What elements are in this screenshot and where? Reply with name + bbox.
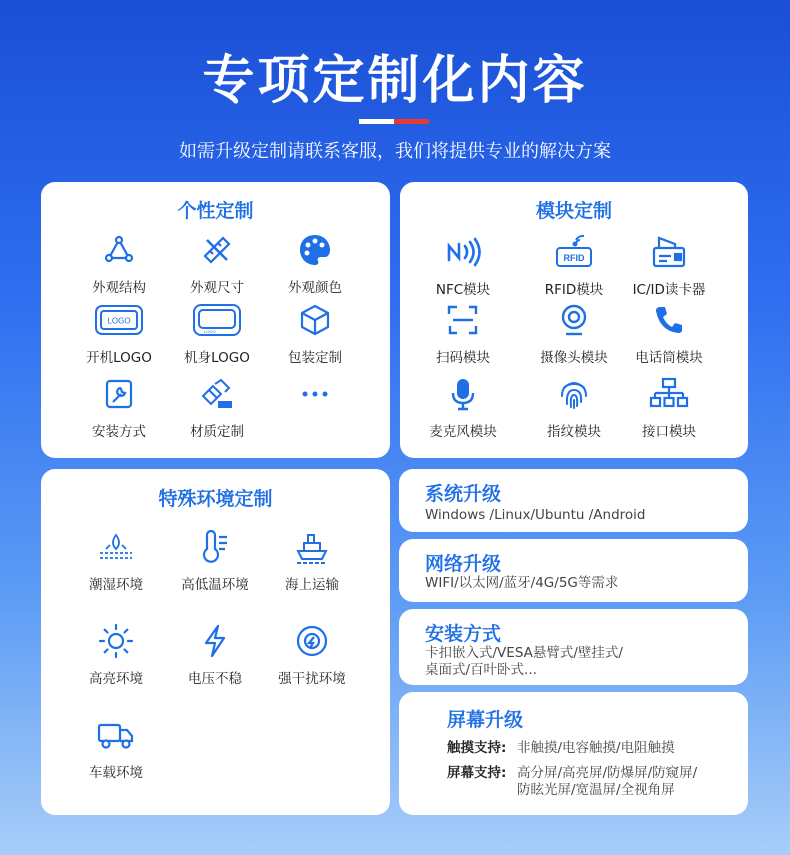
grid-item-label: 摄像头模块 (540, 350, 608, 366)
humidity-icon (66, 527, 166, 567)
grid-item-voltage[interactable] (165, 621, 265, 687)
lightning-icon (165, 621, 265, 661)
truck-icon (66, 715, 166, 755)
camera-icon (524, 300, 624, 340)
grid-item-label: 外观颜色 (288, 280, 342, 296)
ship-icon (262, 527, 362, 567)
system-upgrade-desc: Windows /Linux/Ubuntu /Android (425, 507, 646, 523)
grid-item-camera[interactable] (524, 300, 624, 366)
grid-item-package[interactable] (265, 300, 365, 366)
grid-item-scan[interactable] (413, 300, 513, 366)
more-dots-icon (265, 374, 365, 414)
page-title: 专项定制化内容 (202, 51, 588, 111)
grid-item-label: 高低温环境 (181, 577, 249, 593)
network-upgrade-desc: WIFI/以太网/蓝牙/4G/5G等需求 (425, 575, 619, 591)
grid-item-label: 高亮环境 (89, 671, 143, 687)
grid-item-fingerprint[interactable] (524, 374, 624, 440)
logo-small-text: LOGO (204, 329, 216, 334)
grid-item-label: IC/ID读卡器 (632, 282, 706, 298)
grid-item-label: 外观尺寸 (190, 280, 244, 296)
install-method-title: 安装方式 (425, 623, 502, 645)
grid-item-label: 材质定制 (190, 424, 244, 440)
title-underline (359, 119, 429, 124)
logo-text: LOGO (107, 316, 131, 326)
interference-icon (262, 621, 362, 661)
rfid-text: RFID (563, 253, 585, 263)
grid-item-temperature[interactable] (165, 527, 265, 593)
interface-icon (619, 374, 719, 414)
grid-item-interface[interactable] (619, 374, 719, 440)
grid-item-label: 包装定制 (288, 350, 342, 366)
screen-upgrade-title: 屏幕升级 (447, 709, 524, 731)
grid-item-boot-logo[interactable] (69, 300, 169, 366)
grid-item-body-logo[interactable] (167, 300, 267, 366)
grid-item-label: 车载环境 (89, 765, 143, 781)
grid-item-label: 机身LOGO (184, 350, 250, 366)
grid-item-label: 强干扰环境 (278, 671, 346, 687)
install-method-desc-line1: 卡扣嵌入式/VESA悬臂式/壁挂式/ (425, 645, 623, 661)
grid-item-bright[interactable] (66, 621, 166, 687)
grid-item-material[interactable] (167, 374, 267, 440)
grid-item-label: 海上运输 (285, 577, 339, 593)
scan-icon (413, 300, 513, 340)
logo-body-icon (167, 300, 267, 340)
grid-item-more[interactable] (265, 374, 365, 420)
wrench-icon (69, 374, 169, 414)
screen-support-value (517, 765, 697, 799)
package-box-icon (265, 300, 365, 340)
page-subtitle: 如需升级定制请联系客服，我们将提供专业的解决方案 (179, 141, 611, 162)
screen-upgrade-card (399, 692, 748, 815)
special-env-card (41, 469, 390, 815)
grid-item-microphone[interactable] (413, 374, 513, 440)
ruler-pencil-icon (167, 230, 267, 270)
grid-item-appearance-color[interactable] (265, 230, 365, 296)
rfid-icon (524, 232, 624, 272)
material-icon (167, 374, 267, 414)
grid-item-label: 潮湿环境 (89, 577, 143, 593)
sun-icon (66, 621, 166, 661)
grid-item-install-method[interactable] (69, 374, 169, 440)
grid-item-label: 电压不稳 (188, 671, 242, 687)
module-card (400, 182, 748, 458)
grid-item-card-reader[interactable] (619, 232, 719, 298)
screen-support-key: 屏幕支持: (447, 765, 507, 781)
grid-item-rfid[interactable] (524, 232, 624, 298)
nfc-icon (413, 232, 513, 272)
touch-support-key: 触摸支持: (447, 740, 507, 756)
screen-support-line2: 防眩光屏/宽温屏/全视角屏 (517, 782, 675, 798)
network-upgrade-card (399, 539, 748, 602)
special-card-title: 特殊环境定制 (158, 488, 273, 510)
grid-item-phone[interactable] (619, 300, 719, 366)
grid-item-sea-transport[interactable] (262, 527, 362, 593)
module-card-title: 模块定制 (535, 200, 612, 222)
personal-card-title: 个性定制 (177, 200, 254, 222)
grid-item-label: NFC模块 (435, 282, 491, 298)
phone-icon (619, 300, 719, 340)
touch-support-value: 非触摸/电容触摸/电阻触摸 (517, 740, 675, 756)
network-upgrade-title: 网络升级 (425, 553, 502, 575)
logo-screen-icon (69, 300, 169, 340)
grid-item-label: 安装方式 (92, 424, 146, 440)
grid-item-label: 麦克风模块 (429, 424, 497, 440)
palette-icon (265, 230, 365, 270)
grid-item-label: 电话筒模块 (635, 350, 703, 366)
screen-support-line1: 高分屏/高亮屏/防爆屏/防窥屏/ (517, 765, 698, 781)
install-method-desc-line2: 桌面式/百叶卧式... (425, 662, 537, 678)
thermometer-icon (165, 527, 265, 567)
grid-item-humidity[interactable] (66, 527, 166, 593)
grid-item-label: 外观结构 (92, 280, 146, 296)
grid-item-label: 扫码模块 (436, 350, 490, 366)
triangle-nodes-icon (69, 230, 169, 270)
grid-item-label: 开机LOGO (86, 350, 152, 366)
grid-item-label: RFID模块 (544, 282, 604, 298)
microphone-icon (413, 374, 513, 414)
grid-item-nfc[interactable] (413, 232, 513, 298)
grid-item-appearance-size[interactable] (167, 230, 267, 296)
card-reader-icon (619, 232, 719, 272)
system-upgrade-card (399, 469, 748, 532)
system-upgrade-title: 系统升级 (425, 483, 502, 505)
grid-item-appearance-structure[interactable] (69, 230, 169, 296)
grid-item-interference[interactable] (262, 621, 362, 687)
touch-support-row (447, 740, 675, 757)
fingerprint-icon (524, 374, 624, 414)
grid-item-label: 接口模块 (642, 424, 696, 440)
personal-card (41, 182, 390, 458)
install-method-card (399, 609, 748, 685)
grid-item-vehicle[interactable] (66, 715, 166, 781)
screen-support-row (447, 765, 697, 799)
grid-item-label: 指纹模块 (547, 424, 601, 440)
